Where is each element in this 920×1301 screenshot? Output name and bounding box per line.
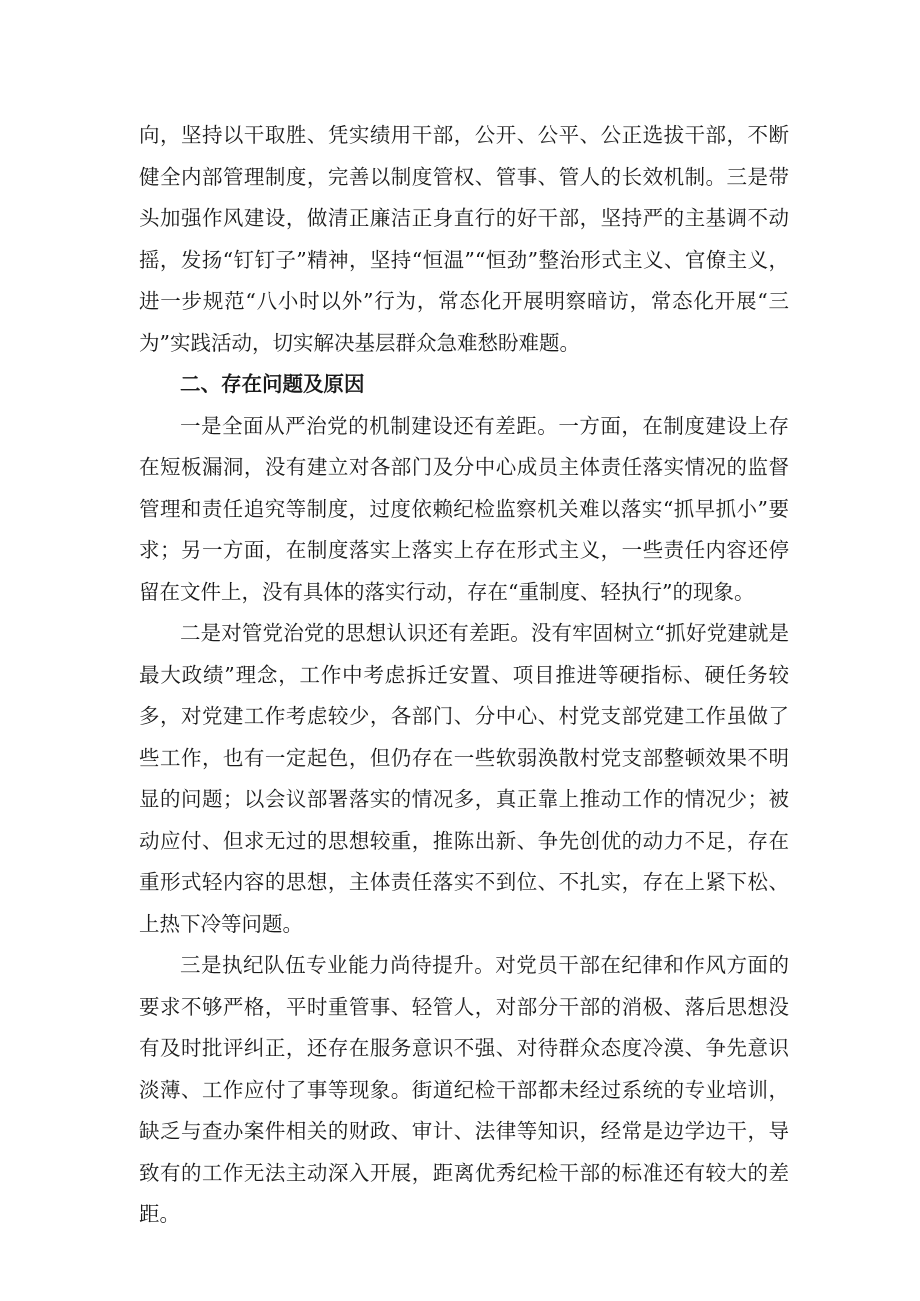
paragraph-problem-1: 一是全面从严治党的机制建设还有差距。一方面，在制度建设上存在短板漏洞，没有建立对各部门及分中心成员主体责任落实情况的监督管理和责任追究等制度，过度依赖纪检监察机关难以落实“抓早抓小”要求；另一方面，在制度落实上落实上存在形式主义，一些责任内容还停留在文件上，没有具体的落实行动，存在“重制度、轻执行”的现象。 [139,413,789,604]
paragraph-problem-2: 二是对管党治党的思想认识还有差距。没有牢固树立“抓好党建就是最大政绩”理念，工作中考虑拆迁安置、项目推进等硬指标、硬任务较多，对党建工作考虑较少，各部门、分中心、村党支部党建工作虽做了些工作，也有一定起色，但仍存在一些软弱涣散村党支部整顿效果不明显的问题；以会议部署落实的情况多，真正靠上推动工作的情况少；被动应付、但求无过的思想较重，推陈出新、争先创优的动力不足，存在重形式轻内容的思想，主体责任落实不到位、不扎实，存在上紧下松、上热下冷等问题。 [139,621,789,936]
paragraph-continuation: 向，坚持以干取胜、凭实绩用干部，公开、公平、公正选拔干部，不断健全内部管理制度，完善以制度管权、管事、管人的长效机制。三是带头加强作风建设，做清正廉洁正身直行的好干部，坚持严的主基调不动摇，发扬“钉钉子”精神，坚持“恒温”“恒劲”整治形式主义、官僚主义，进一步规范“八小时以外”行为，常态化开展明察暗访，常态化开展“三为”实践活动，切实解决基层群众急难愁盼难题。 [139,123,789,355]
document-body [139,115,789,1236]
paragraph-problem-3: 三是执纪队伍专业能力尚待提升。对党员干部在纪律和作风方面的要求不够严格，平时重管事、轻管人，对部分干部的消极、落后思想没有及时批评纠正，还存在服务意识不强、对待群众态度冷漠、争先意识淡薄、工作应付了事等现象。街道纪检干部都未经过系统的专业培训，缺乏与查办案件相关的财政、审计、法律等知识，经常是边学边干，导致有的工作无法主动深入开展，距离优秀纪检干部的标准还有较大的差距。 [139,953,789,1226]
section-heading: 二、存在问题及原因 [180,372,365,396]
